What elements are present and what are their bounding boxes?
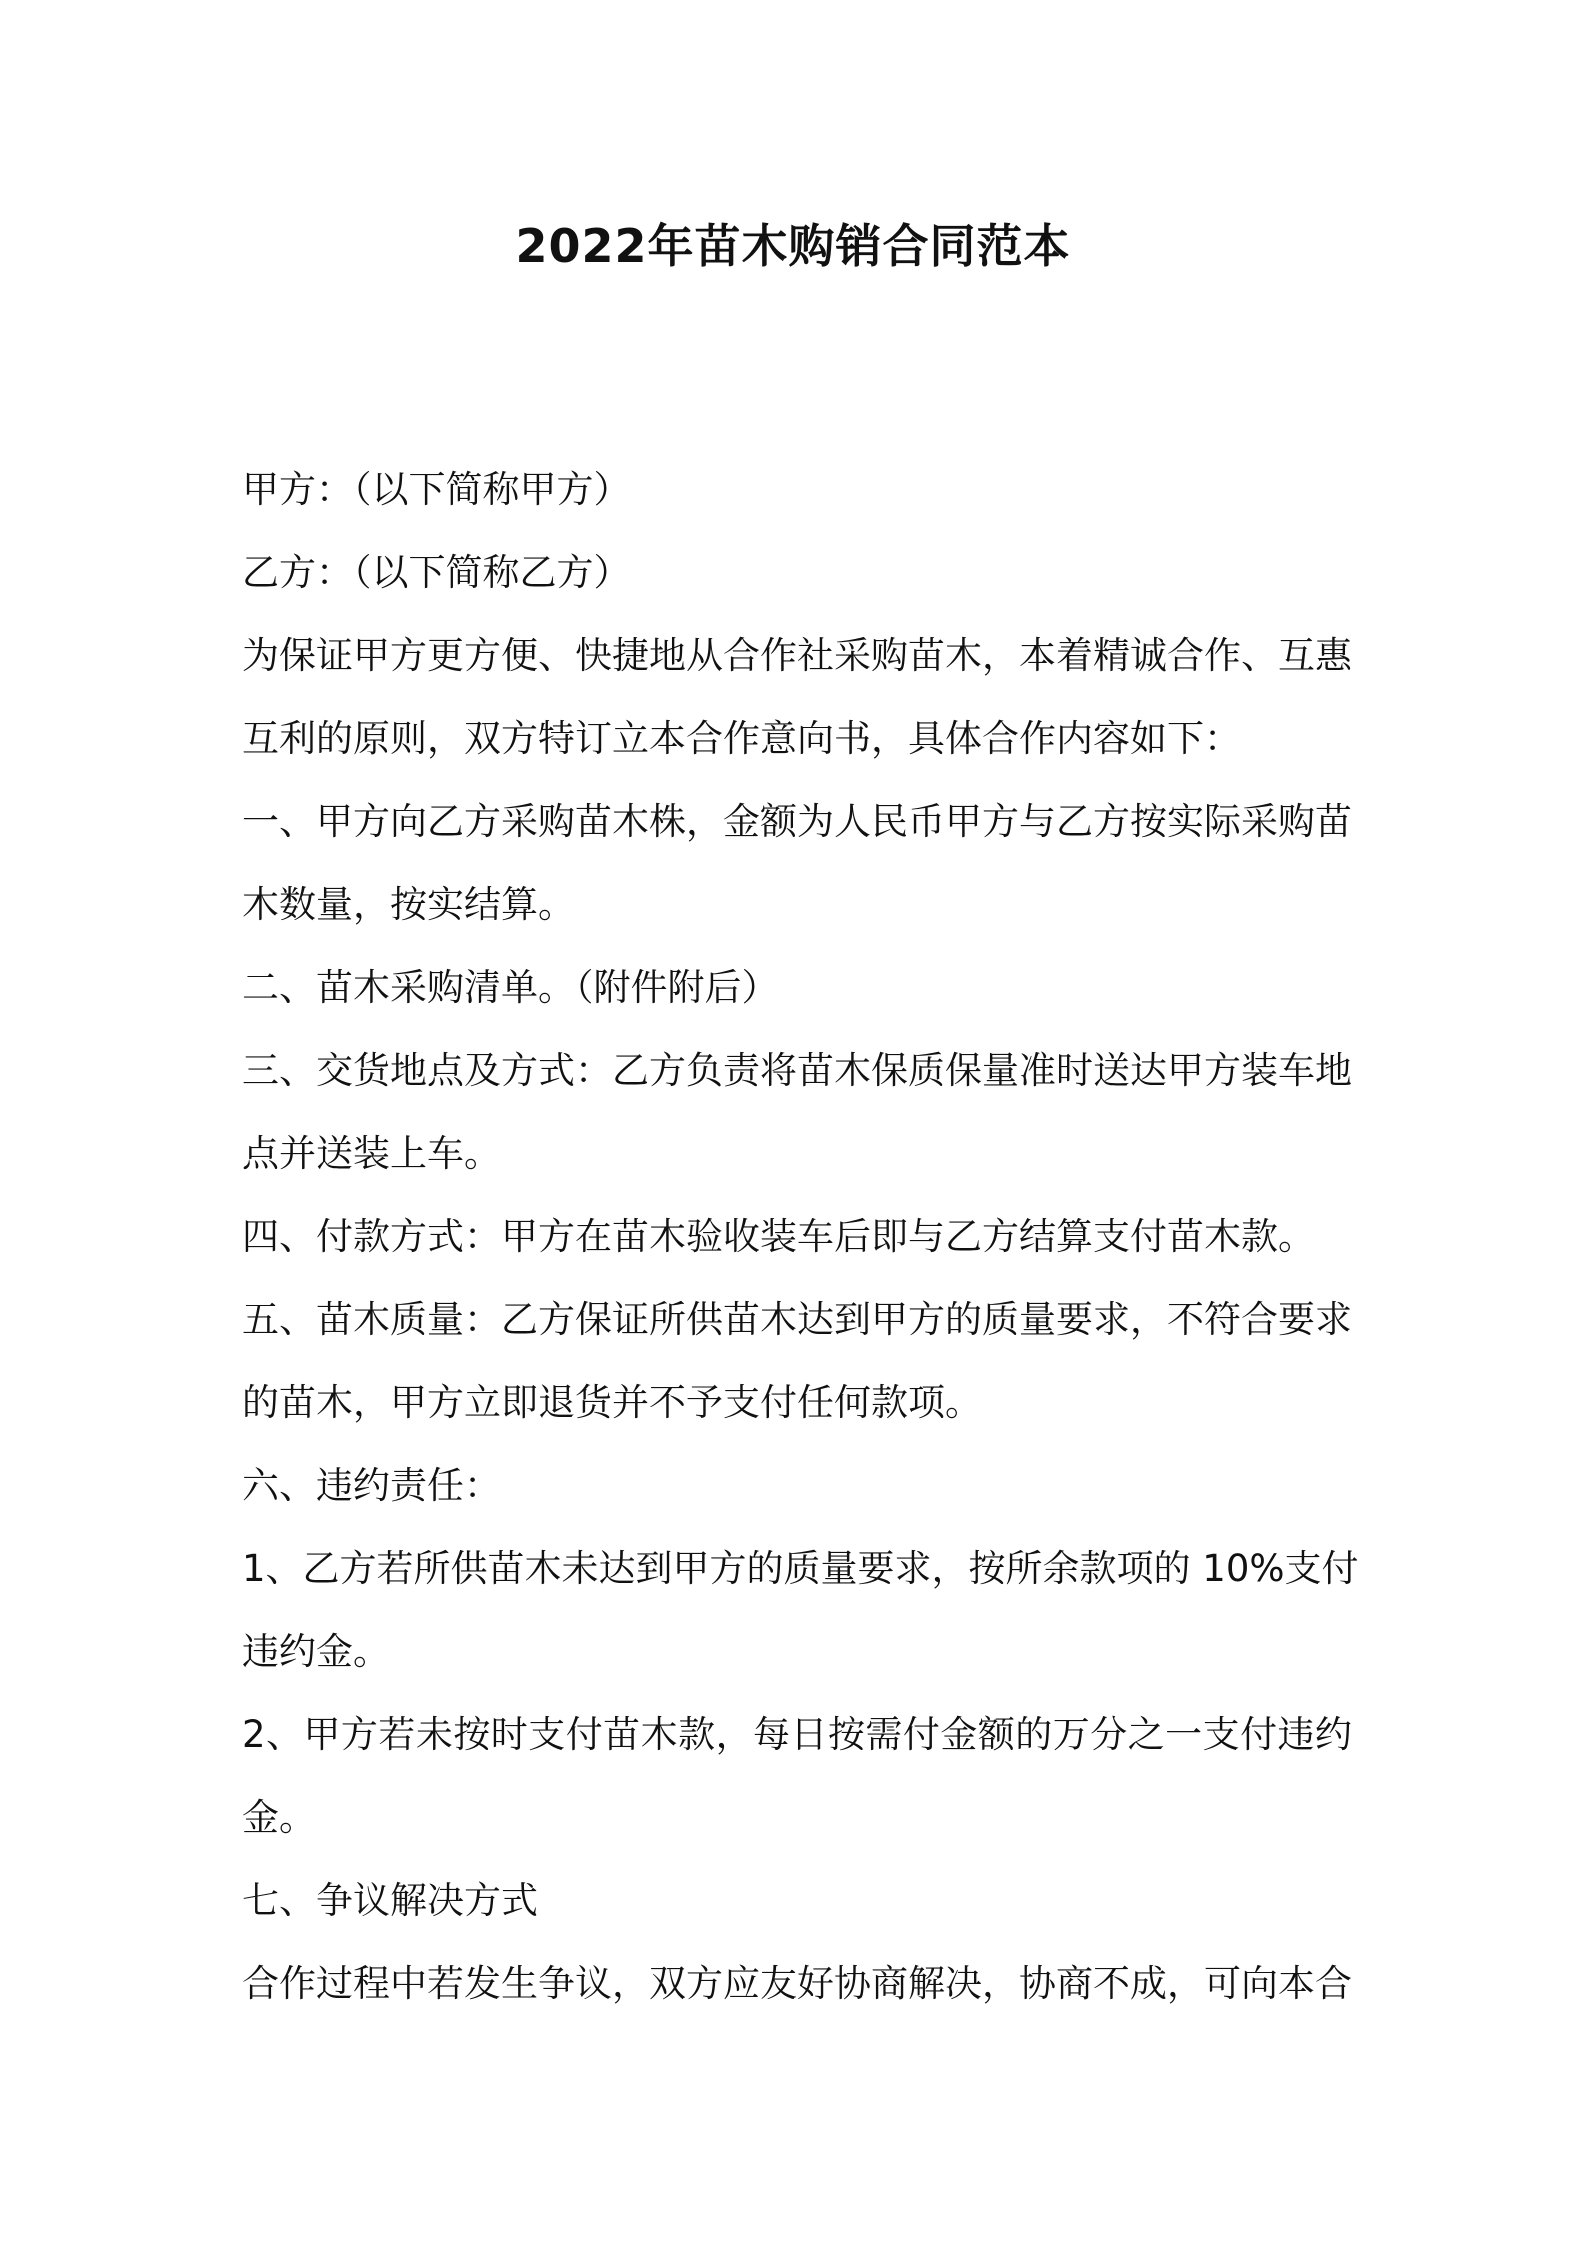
clause-2-line: 二、苗木采购清单。（附件附后） bbox=[242, 966, 779, 1009]
clause-1-line-2: 木数量，按实结算。 bbox=[242, 883, 575, 926]
document-body bbox=[242, 448, 1359, 2025]
clause-7-line-1: 合作过程中若发生争议，双方应友好协商解决，协商不成，可向本合 bbox=[242, 1962, 1352, 2005]
clause-7-heading: 七、争议解决方式 bbox=[242, 1879, 538, 1922]
clause-3-line-1: 三、交货地点及方式：乙方负责将苗木保质保量准时送达甲方装车地 bbox=[242, 1049, 1352, 1092]
clause-4-line: 四、付款方式：甲方在苗木验收装车后即与乙方结算支付苗木款。 bbox=[242, 1215, 1315, 1258]
intro-line-2: 互利的原则，双方特订立本合作意向书，具体合作内容如下： bbox=[242, 717, 1241, 760]
clause-1-line-1: 一、甲方向乙方采购苗木株，金额为人民币甲方与乙方按实际采购苗 bbox=[242, 800, 1352, 843]
party-a-line: 甲方：（以下简称甲方） bbox=[242, 468, 631, 511]
clause-6-item-1-line-2: 违约金。 bbox=[242, 1630, 390, 1673]
clause-6-heading: 六、违约责任： bbox=[242, 1464, 501, 1507]
clause-5-line-2: 的苗木，甲方立即退货并不予支付任何款项。 bbox=[242, 1381, 982, 1424]
clause-6-item-2-line-2: 金。 bbox=[242, 1796, 316, 1839]
intro-line-1: 为保证甲方更方便、快捷地从合作社采购苗木，本着精诚合作、互惠 bbox=[242, 634, 1352, 677]
clause-5-line-1: 五、苗木质量：乙方保证所供苗木达到甲方的质量要求，不符合要求 bbox=[242, 1298, 1352, 1341]
clause-3-line-2: 点并送装上车。 bbox=[242, 1132, 501, 1175]
clause-6-item-1-line-1: 1、乙方若所供苗木未达到甲方的质量要求，按所余款项的 10%支付 bbox=[242, 1547, 1359, 1590]
clause-6-item-2-line-1: 2、甲方若未按时支付苗木款，每日按需付金额的万分之一支付违约 bbox=[242, 1713, 1352, 1756]
document-title: 2022年苗木购销合同范本 bbox=[515, 219, 1071, 273]
party-b-line: 乙方：（以下简称乙方） bbox=[242, 551, 631, 594]
